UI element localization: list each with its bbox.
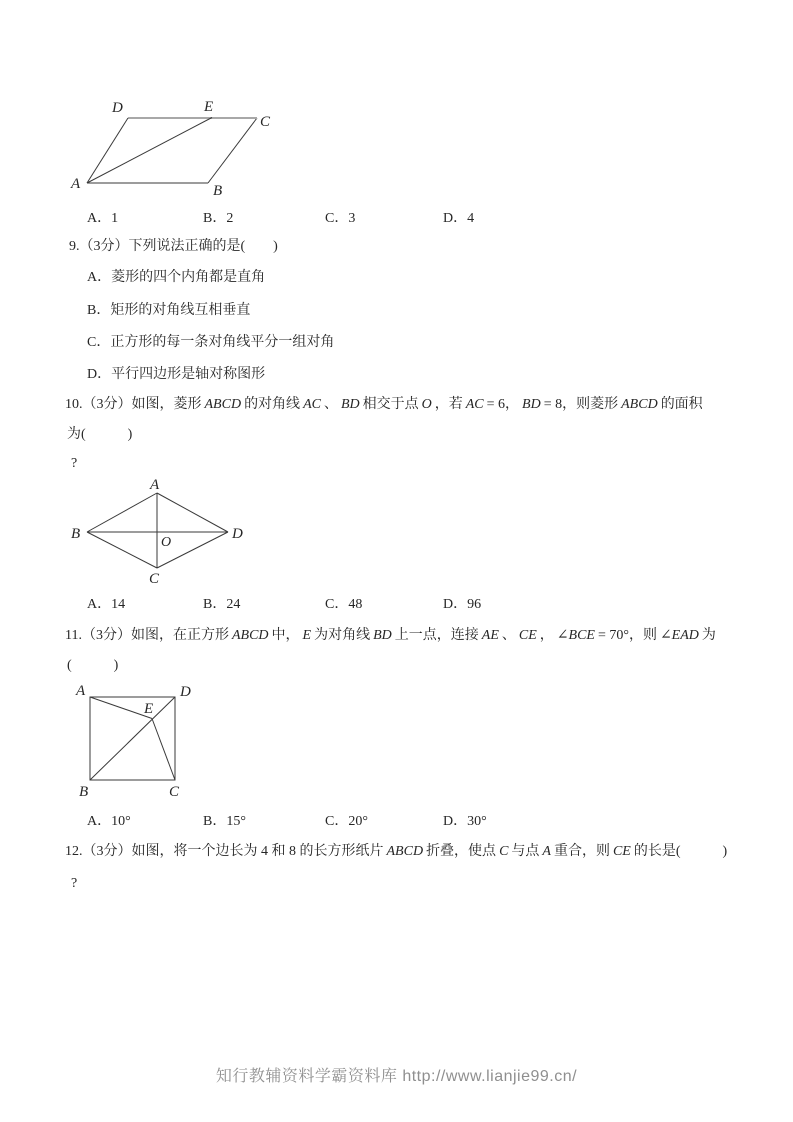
math-text: ∠EAD (659, 628, 699, 643)
math-text: ABCD (621, 397, 658, 412)
plain-text: 11.（3分）如图，在正方形 (65, 628, 229, 643)
vertex-label-d: D (180, 684, 191, 700)
q12-title (65, 843, 727, 860)
plain-text: = 6， (486, 397, 520, 412)
vertex-label-c: C (260, 114, 271, 130)
q10-option-b: B．24 (203, 597, 241, 612)
q9-title: 9.（3分）下列说法正确的是( ) (69, 239, 278, 254)
plain-text: 12.（3分）如图，将一个边长为 4 和 8 的长方形纸片 (65, 844, 384, 859)
plain-text: = 8，则菱形 (543, 397, 619, 412)
figure-edges (87, 493, 228, 568)
q11-option-c: C．20° (325, 814, 368, 829)
point-label-e: E (144, 701, 154, 717)
vertex-label-a: A (150, 477, 160, 493)
plain-text: 折叠，使点 (426, 844, 497, 859)
math-text: ABCD (231, 628, 269, 643)
plain-text: 的面积 (660, 397, 703, 412)
q11-options-row (0, 810, 793, 830)
vertex-label-d: D (232, 526, 243, 542)
math-text: O (421, 397, 432, 412)
site-footer: 知行教辅资料学霸资料库 http://www.lianjie99.cn/ (215, 1068, 578, 1085)
q8-options-row (0, 207, 793, 227)
q10-options-row (0, 593, 793, 613)
q8-option-a: A．1 (87, 211, 119, 226)
vertex-label-c: C (149, 571, 160, 587)
math-text: ABCD (204, 397, 242, 412)
math-text: AE (481, 628, 499, 643)
q11-title (65, 627, 716, 644)
plain-text: 10.（3分）如图，菱形 (65, 397, 202, 412)
plain-text: = 70°，则 (597, 628, 657, 643)
q9-option-b: B．矩形的对角线互相垂直 (87, 303, 251, 318)
plain-text: 重合，则 (553, 844, 610, 859)
center-label-o: O (161, 535, 172, 550)
q10-title (65, 396, 703, 413)
plain-text: 上一点，连接 (394, 628, 479, 643)
q9-option-a: A．菱形的四个内角都是直角 (87, 270, 266, 285)
math-text: C (499, 844, 509, 859)
q12-image-placeholder: ? (71, 876, 78, 891)
math-text: BD (373, 628, 392, 643)
math-text: BD (340, 397, 360, 412)
math-text: ∠BCE (556, 628, 595, 643)
figure-edges (87, 118, 257, 184)
math-text: CE (612, 844, 631, 859)
q10-title-continuation: 为( ) (67, 427, 133, 442)
rhombus-figure (70, 478, 245, 593)
q11-title-continuation: ( ) (67, 658, 119, 673)
q11-option-d: D．30° (443, 814, 487, 829)
plain-text: 为对角线 (314, 628, 371, 643)
square-figure (75, 682, 210, 802)
math-text: CE (518, 628, 537, 643)
plain-text: 的对角线 (244, 397, 301, 412)
figure-edges (90, 697, 175, 780)
q9-option-d: D．平行四边形是轴对称图形 (87, 367, 266, 382)
vertex-label-b: B (71, 526, 81, 542)
plain-text: 相交于点 (362, 397, 419, 412)
q8-option-d: D．4 (443, 211, 475, 226)
plain-text: 、 (323, 397, 338, 412)
vertex-label-a: A (76, 683, 86, 699)
plain-text: ， (539, 628, 554, 643)
q8-option-b: B．2 (203, 211, 234, 226)
q10-option-c: C．48 (325, 597, 363, 612)
plain-text: 的长是( ) (633, 844, 728, 859)
plain-text: 中， (271, 628, 300, 643)
math-text: AC (303, 397, 321, 412)
vertex-label-e: E (204, 99, 214, 115)
math-text: AC (465, 397, 484, 412)
vertex-label-b: B (79, 784, 89, 800)
vertex-label-b: B (213, 183, 223, 199)
q11-option-a: A．10° (87, 814, 131, 829)
vertex-label-c: C (169, 784, 180, 800)
math-text: A (542, 844, 551, 859)
q10-option-a: A．14 (87, 597, 126, 612)
q10-option-d: D．96 (443, 597, 482, 612)
vertex-label-d: D (112, 100, 123, 116)
parallelogram-figure (70, 90, 290, 205)
q8-option-c: C．3 (325, 211, 356, 226)
plain-text: 、 (501, 628, 516, 643)
math-text: E (302, 628, 312, 643)
q9-option-c: C．正方形的每一条对角线平分一组对角 (87, 335, 335, 350)
q10-image-placeholder: ? (71, 456, 78, 471)
math-text: BD (522, 397, 541, 412)
plain-text: ，若 (434, 397, 463, 412)
plain-text: 为 (701, 628, 716, 643)
math-text: ABCD (386, 844, 424, 859)
q11-option-b: B．15° (203, 814, 246, 829)
plain-text: 与点 (511, 844, 540, 859)
vertex-label-a: A (71, 176, 81, 192)
